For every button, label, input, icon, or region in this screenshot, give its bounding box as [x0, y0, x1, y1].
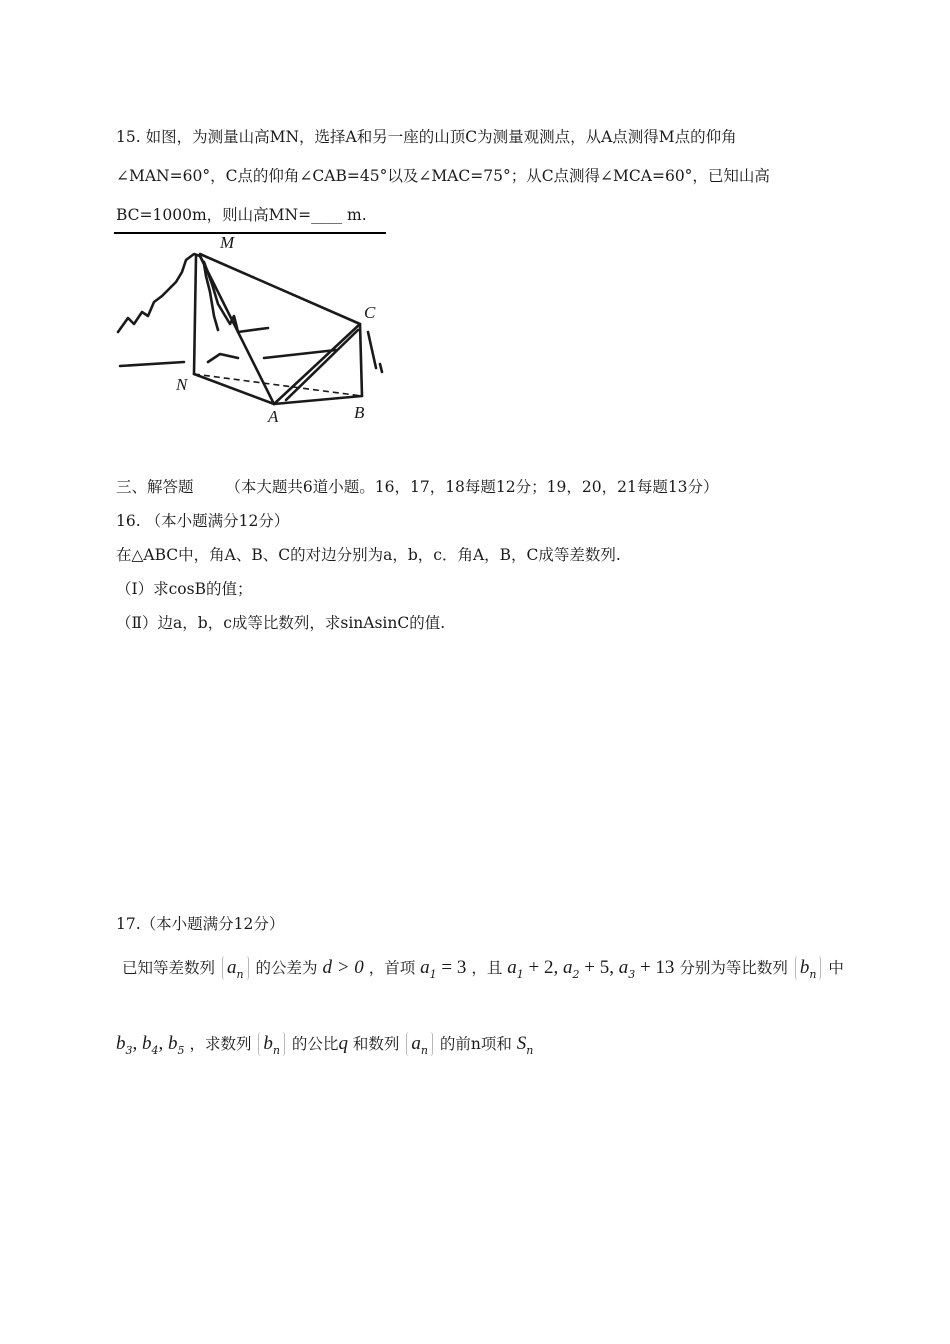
- expr-sub-2: 2: [572, 968, 580, 981]
- seq-a-sub-2: n: [420, 1044, 428, 1057]
- right-mark-2: [380, 364, 382, 372]
- b-sub-4: 4: [151, 1044, 159, 1057]
- seq-b-sub: n: [809, 968, 817, 981]
- seq-b: b: [799, 957, 810, 978]
- mountain-figure: [114, 232, 386, 422]
- q17-line-2: $b_3$, $b_4$, $b_5$ ，求数列 $b_n$ 的公比q 和数列 $a_n$ 的前n项和 $S_n$: [116, 1033, 534, 1057]
- mountain-outline: [118, 254, 218, 332]
- seq-b-braces: [795, 956, 822, 980]
- a1-lhs: a: [420, 957, 430, 978]
- q16-part-1: （Ⅰ）求cosB的值；: [116, 580, 253, 598]
- expr-a1: a: [507, 957, 517, 978]
- label-M: M: [220, 233, 235, 252]
- seq-a-braces: [222, 956, 249, 980]
- q17-text-8: 的公比: [291, 1035, 339, 1053]
- right-mark: [368, 332, 376, 368]
- edge-NB-dashed: [194, 374, 362, 396]
- q15-line-1: 15. 如图，为测量山高MN，选择A和另一座的山顶C为测量观测点，从A点测得M点的仰角: [116, 128, 737, 146]
- label-C: C: [364, 303, 376, 322]
- sketch-stroke-2: [208, 354, 238, 362]
- q17-text-2: 的公差为: [255, 959, 318, 977]
- seq-a-sub: n: [236, 968, 244, 981]
- cond-d: d > 0: [322, 957, 364, 978]
- q17-line-1: [122, 954, 844, 989]
- section-3-heading: [116, 477, 719, 497]
- section-3-note: （本大题共6道小题。16，17，18每题12分；19，20，21每题13分）: [225, 478, 719, 496]
- sum-S: S: [516, 1033, 527, 1054]
- q16-stem: 在△ABC中，角A、B、C的对边分别为a，b，c．角A，B，C成等差数列.: [116, 546, 621, 564]
- b-term-4: b: [142, 1033, 152, 1054]
- expr-plus-5: + 5,: [579, 957, 619, 978]
- section-3-title: 三、解答题: [116, 478, 194, 496]
- b-term-3: b: [116, 1033, 126, 1054]
- expr-sub-3: 3: [628, 968, 636, 981]
- seq-b-sub-2: n: [272, 1044, 280, 1057]
- q16-header: 16. （本小题满分12分）: [116, 512, 290, 530]
- a1-rhs: = 3: [436, 957, 467, 978]
- ground-line-left: [120, 362, 184, 366]
- label-N: N: [176, 375, 188, 394]
- edge-AC: [274, 324, 360, 404]
- edge-MN: [194, 256, 196, 374]
- q17-text-5: 分别为等比数列: [679, 959, 788, 977]
- seq-a-braces-2: [406, 1032, 433, 1056]
- seq-b-braces-2: [258, 1032, 285, 1056]
- a1-sub: 1: [429, 968, 437, 981]
- q17-text-10: 的前n项和: [439, 1035, 512, 1053]
- q17-text-6: 中: [828, 959, 844, 977]
- q17-text-3: ，首项: [368, 959, 416, 977]
- edge-AC-2: [286, 330, 358, 400]
- seq-a-2: a: [411, 1033, 421, 1054]
- q17-text-9: 和数列: [352, 1035, 400, 1053]
- label-A: A: [268, 407, 279, 422]
- label-B: B: [354, 403, 365, 422]
- expr-sub-1: 1: [516, 968, 524, 981]
- ratio-q: q: [338, 1033, 348, 1054]
- b-sub-5: 5: [177, 1044, 185, 1057]
- sketch-stroke-1: [204, 262, 268, 332]
- expr-a2: a: [562, 957, 573, 978]
- seq-b-2: b: [263, 1033, 273, 1054]
- q15-line-3: BC=1000m，则山高MN=____ m.: [116, 206, 367, 224]
- seq-a: a: [226, 957, 237, 978]
- sum-S-sub: n: [526, 1044, 534, 1057]
- q17-text-1: 已知等差数列: [122, 959, 216, 977]
- b-sub-3: 3: [125, 1044, 133, 1057]
- expr-a3: a: [618, 957, 629, 978]
- edge-CB: [360, 324, 362, 396]
- mountain-diagram: [114, 232, 386, 422]
- q17-header: 17.（本小题满分12分）: [116, 915, 285, 933]
- q17-text-7: ，求数列: [189, 1035, 252, 1053]
- q17-text-4: ，且: [471, 959, 503, 977]
- b-term-5: b: [168, 1033, 178, 1054]
- expr-plus-13: + 13: [635, 957, 675, 978]
- q15-line-2: ∠MAN=60°，C点的仰角∠CAB=45°以及∠MAC=75°；从C点测得∠MCA=60°，已知山高: [116, 167, 770, 185]
- q16-part-2: （Ⅱ）边a，b，c成等比数列，求sinAsinC的值.: [116, 614, 446, 632]
- expr-plus-2: + 2,: [523, 957, 563, 978]
